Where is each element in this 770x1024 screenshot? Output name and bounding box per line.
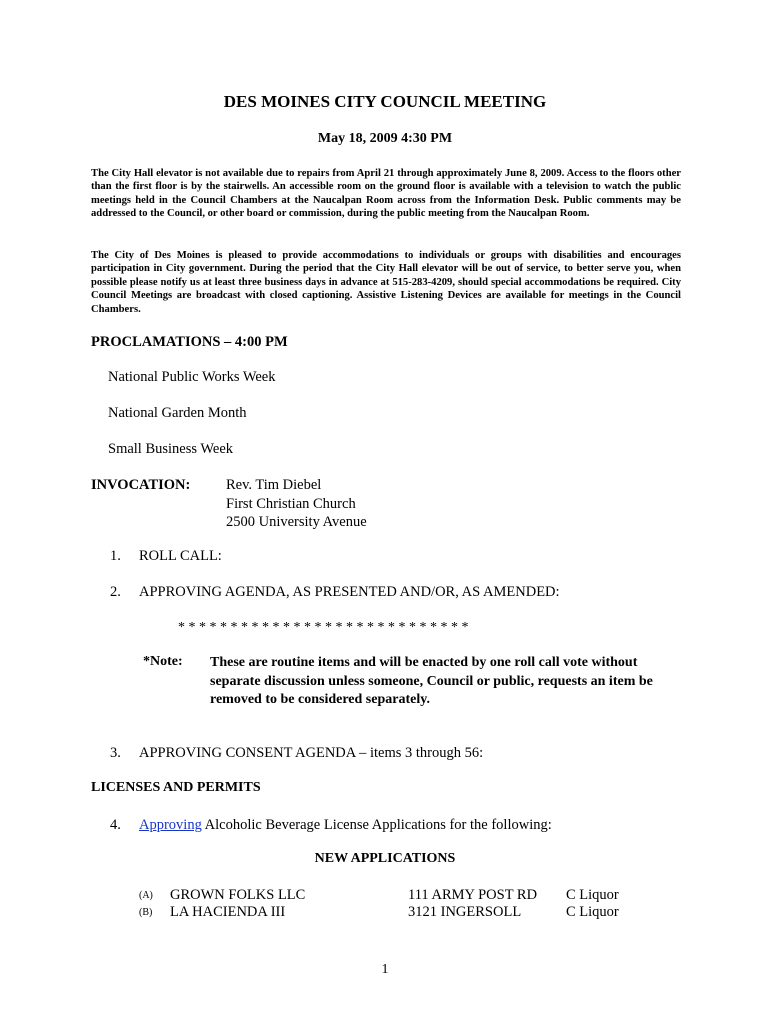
invocation-details [226,476,367,532]
roll-call-text: ROLL CALL: [139,548,222,564]
star-divider: * * * * * * * * * * * * * * * * * * * * * * * * * * * * [178,620,469,635]
meeting-date: May 18, 2009 4:30 PM [317,131,453,146]
item-number: 4. [110,817,121,833]
row-letter: (A) [139,890,153,901]
proclamation-item: Small Business Week [108,441,234,457]
consent-agenda-text: APPROVING CONSENT AGENDA – items 3 through 56: [139,745,484,761]
note-text: These are routine items and will be enacted by one roll call vote without separate discussion unless someone, Council or public, requests an item be removed to be considered separately. [210,655,653,707]
approving-agenda-text: APPROVING AGENDA, AS PRESENTED AND/OR, AS AMENDED: [139,584,560,600]
proclamation-item: National Garden Month [108,405,247,421]
item4-text: Alcoholic Beverage License Applications for the following: [201,817,552,833]
business-address: 3121 INGERSOLL [408,904,522,920]
licenses-heading: LICENSES AND PERMITS [91,780,261,795]
accommodations-notice: The City of Des Moines is pleased to provide accommodations to individuals or groups with disabilities and encourages participation in City government. During the period that the City Hall elevator will be out of service, to better serve you, when possible please notify us at least three business days in advance at 515-283-4209, should special accommodations be required. City Council Meetings are broadcast with closed captioning. Assistive Listening Devices are available for meetings in the Council Chambers. [91,250,681,315]
item-number: 1. [110,548,121,564]
note-label: *Note: [143,654,183,669]
license-type: C Liquor [566,887,619,903]
invocation-line: 2500 University Avenue [226,514,367,530]
invocation-line: First Christian Church [226,495,356,512]
approving-link[interactable]: Approving [139,817,202,833]
business-name: LA HACIENDA III [170,904,286,920]
item-number: 2. [110,584,121,600]
invocation-line: Rev. Tim Diebel [226,477,322,493]
new-applications-heading: NEW APPLICATIONS [314,851,456,866]
proclamations-heading: PROCLAMATIONS – 4:00 PM [91,334,288,350]
item-number: 3. [110,745,121,761]
license-type: C Liquor [566,904,619,920]
row-letter: (B) [139,907,153,918]
item4-line [139,817,552,834]
proclamation-item: National Public Works Week [108,369,276,385]
elevator-notice: The City Hall elevator is not available due to repairs from April 21 through approximately June 8, 2009. Access to the floors other than the first floor is by the stairwells. An accessible room on the ground floor is available with a television to watch the public meetings held in the Council Chambers at the Naucalpan Room across from the Information Desk. Public comments may be addressed to the Council, or other board or commission, during the public meeting from the Naucalpan Room. [91,168,681,220]
invocation-label: INVOCATION: [91,477,191,493]
page-number: 1 [381,962,389,977]
business-address: 111 ARMY POST RD [408,887,538,903]
business-name: GROWN FOLKS LLC [170,887,306,903]
page-title: DES MOINES CITY COUNCIL MEETING [223,92,547,111]
